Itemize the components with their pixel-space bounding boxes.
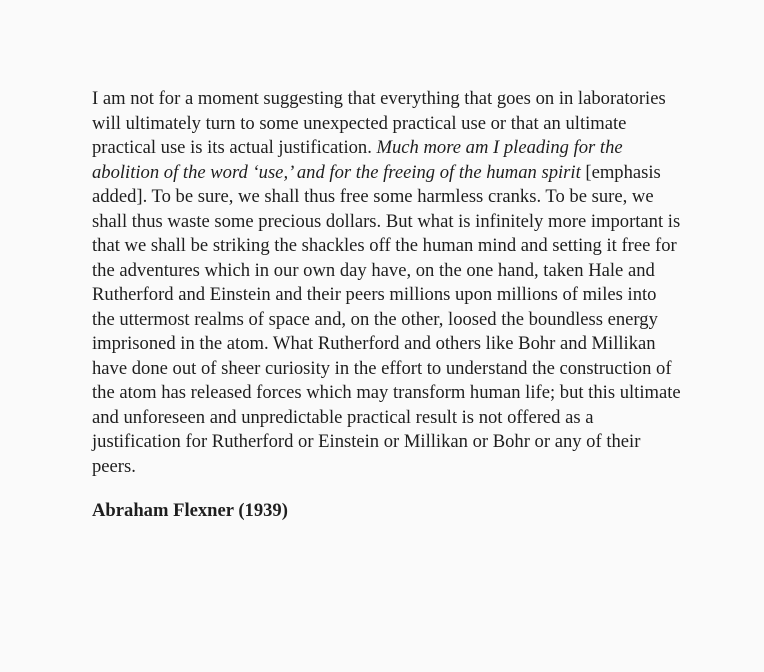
quote-emphasized-text: Much more am I pleading for the abolition of the word ‘use,’ and for the freeing of the human spirit: [92, 137, 623, 183]
quote-paragraph: [92, 87, 682, 479]
quote-text-before-emphasis: I am not for a moment suggesting that everything that goes on in laboratories will ultimately turn to some unexpected practical use or that an ultimate practical use is its actual justification.: [92, 88, 666, 158]
quote-block: [92, 87, 682, 524]
quote-text-after-emphasis: [emphasis added]. To be sure, we shall thus free some harmless cranks. To be sure, we shall thus waste some precious dollars. But what is infinitely more important is that we shall be striking the shackles off the human mind and setting it free for the adventures which in our own day have, on the one hand, taken Hale and Rutherford and Einstein and their peers millions upon millions of miles into the uttermost realms of space and, on the other, loosed the boundless energy imprisoned in the atom. What Rutherford and others like Bohr and Millikan have done out of sheer curiosity in the effort to understand the construction of the atom has released forces which may transform human life; but this ultimate and unforeseen and unpredictable practical result is not offered as a justification for Rutherford or Einstein or Millikan or Bohr or any of their peers.: [92, 161, 681, 477]
quote-attribution: Abraham Flexner (1939): [92, 500, 288, 521]
